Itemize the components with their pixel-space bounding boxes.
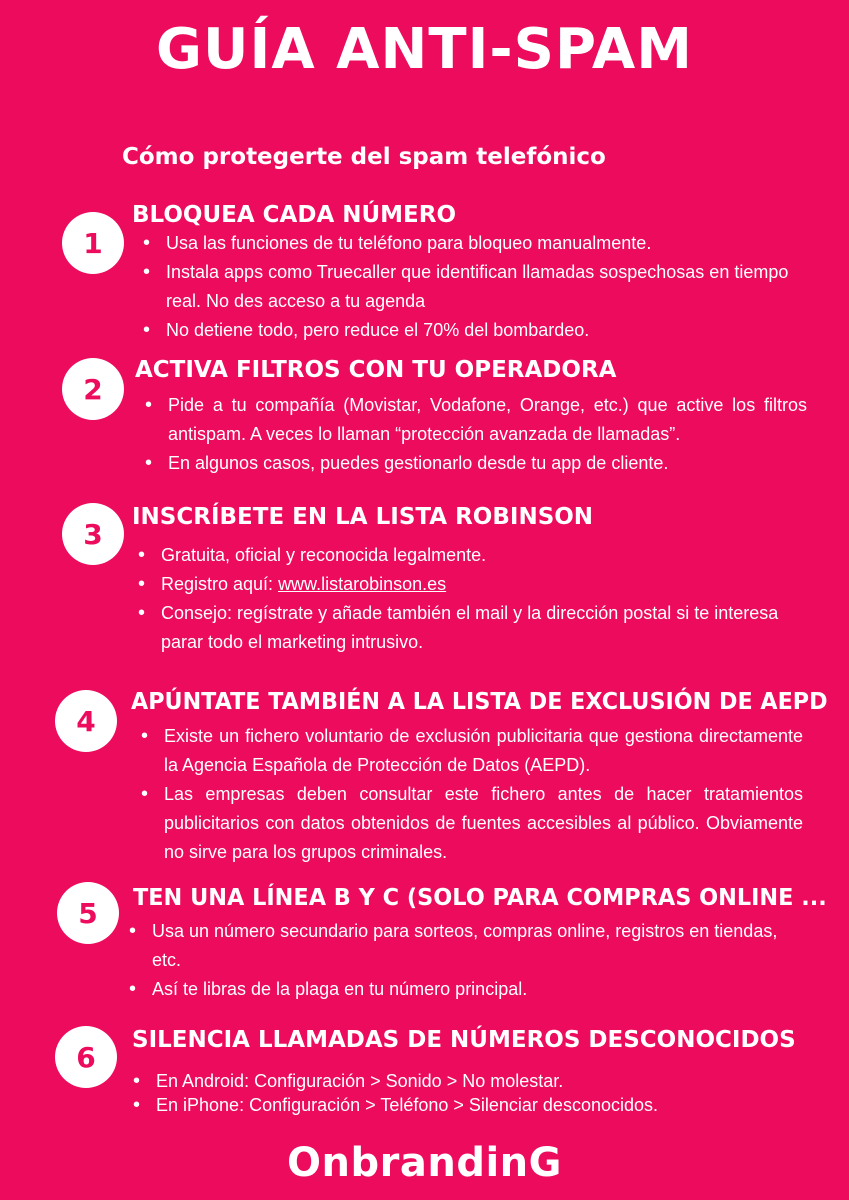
page-subtitle: Cómo protegerte del spam telefónico bbox=[122, 144, 606, 170]
section-title: BLOQUEA CADA NÚMERO bbox=[132, 202, 457, 228]
section-number-badge: 2 bbox=[62, 358, 124, 420]
bullet-item: • En Android: Configuración > Sonido > No molestar. bbox=[130, 1069, 810, 1093]
bullet-list bbox=[135, 541, 810, 657]
bullet-item: • Instala apps como Truecaller que identifican llamadas sospechosas en tiempo real. No des acceso a tu agenda bbox=[140, 258, 820, 316]
bullet-item: • Usa un número secundario para sorteos, compras online, registros en tiendas, etc. bbox=[126, 917, 806, 975]
onbranding-logo: OnbrandinG bbox=[287, 1140, 562, 1186]
section-number-badge: 3 bbox=[62, 503, 124, 565]
bullet-item: • En iPhone: Configuración > Teléfono > Silenciar desconocidos. bbox=[130, 1093, 810, 1117]
register-label: Registro aquí: bbox=[161, 574, 279, 594]
bullet-list bbox=[140, 229, 820, 345]
section-title: TEN UNA LÍNEA B Y C (SOLO PARA COMPRAS ONLINE ... bbox=[133, 885, 827, 911]
bullet-item: • En algunos casos, puedes gestionarlo desde tu app de cliente. bbox=[142, 449, 807, 478]
bullet-item: • Las empresas deben consultar este fichero antes de hacer tratamientos publicitarios con datos obtenidos de fuentes accesibles al público. Obviamente no sirve para los grupos criminales. bbox=[138, 780, 803, 867]
bullet-list bbox=[142, 391, 807, 478]
bullet-item: • Existe un fichero voluntario de exclusión publicitaria que gestiona directamente la Agencia Española de Protección de Datos (AEPD). bbox=[138, 722, 803, 780]
section-number-badge: 5 bbox=[57, 882, 119, 944]
section-title: ACTIVA FILTROS CON TU OPERADORA bbox=[135, 357, 617, 383]
section-title: APÚNTATE TAMBIÉN A LA LISTA DE EXCLUSIÓN DE AEPD bbox=[131, 689, 828, 715]
section-title: SILENCIA LLAMADAS DE NÚMEROS DESCONOCIDOS bbox=[132, 1027, 796, 1053]
section-title: INSCRÍBETE EN LA LISTA ROBINSON bbox=[132, 504, 594, 530]
section-number-badge: 1 bbox=[62, 212, 124, 274]
bullet-item: • Consejo: regístrate y añade también el mail y la dirección postal si te interesa parar todo el marketing intrusivo. bbox=[135, 599, 810, 657]
lista-robinson-link[interactable]: www.listarobinson.es bbox=[278, 574, 447, 594]
section-number-badge: 6 bbox=[55, 1026, 117, 1088]
bullet-item: • No detiene todo, pero reduce el 70% del bombardeo. bbox=[140, 316, 820, 345]
bullet-item bbox=[135, 570, 810, 599]
bullet-item: • Usa las funciones de tu teléfono para bloqueo manualmente. bbox=[140, 229, 820, 258]
bullet-item: • Pide a tu compañía (Movistar, Vodafone, Orange, etc.) que active los filtros antispam. A veces lo llaman “protección avanzada de llamadas”. bbox=[142, 391, 807, 449]
bullet-list bbox=[138, 722, 803, 867]
page-title: GUÍA ANTI-SPAM bbox=[156, 17, 693, 82]
bullet-list bbox=[126, 917, 806, 1004]
bullet-item: • Así te libras de la plaga en tu número principal. bbox=[126, 975, 806, 1004]
section-number-badge: 4 bbox=[55, 690, 117, 752]
bullet-list bbox=[130, 1069, 810, 1117]
bullet-item: • Gratuita, oficial y reconocida legalmente. bbox=[135, 541, 810, 570]
